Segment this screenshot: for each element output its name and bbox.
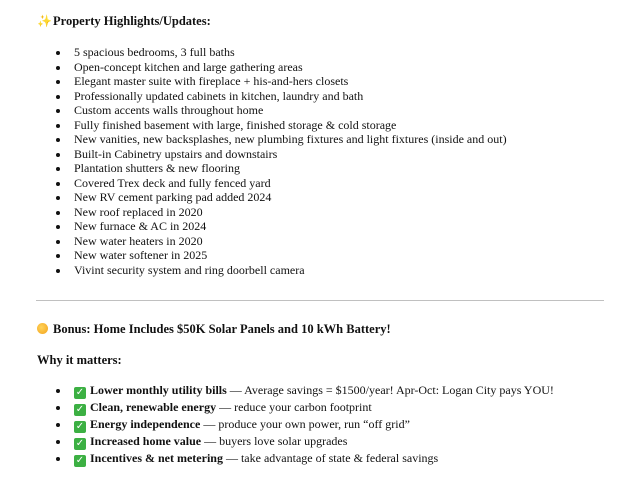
- check-mark-button-icon: ✓: [75, 455, 85, 466]
- benefit-title: Energy independence: [90, 417, 201, 431]
- list-item: Open-concept kitchen and large gathering areas: [52, 60, 507, 75]
- list-item: Elegant master suite with fireplace + his-and-hers closets: [52, 74, 507, 89]
- highlights-list: [52, 45, 507, 277]
- list-item: 5 spacious bedrooms, 3 full baths: [52, 45, 507, 60]
- why-title: Why it matters:: [37, 353, 122, 367]
- list-item: New water heaters in 2020: [52, 234, 507, 249]
- list-item: Built-in Cabinetry upstairs and downstairs: [52, 147, 507, 162]
- benefit-description: — Average savings = $1500/year! Apr-Oct: Logan City pays YOU!: [229, 383, 554, 397]
- list-item: Fully finished basement with large, finished storage & cold storage: [52, 118, 507, 133]
- bonus-title: Bonus: Home Includes $50K Solar Panels and 10 kWh Battery!: [53, 322, 391, 336]
- list-item: New vanities, new backsplashes, new plumbing fixtures and light fixtures (inside and out): [52, 132, 507, 147]
- check-mark-button-icon: ✓: [75, 404, 85, 415]
- benefits-list: [52, 382, 554, 467]
- list-item: [52, 416, 554, 433]
- list-item: New roof replaced in 2020: [52, 205, 507, 220]
- benefit-title: Clean, renewable energy: [90, 400, 217, 414]
- highlights-heading: [37, 13, 211, 29]
- list-item: Plantation shutters & new flooring: [52, 161, 507, 176]
- benefit-description: — buyers love solar upgrades: [204, 434, 348, 448]
- list-item: Custom accents walls throughout home: [52, 103, 507, 118]
- list-item: New water softener in 2025: [52, 248, 507, 263]
- section-divider: [36, 300, 604, 301]
- check-mark-button-icon: ✓: [75, 387, 85, 398]
- why-heading: [37, 352, 122, 368]
- check-mark-button-icon: ✓: [75, 438, 85, 449]
- sun-icon: [37, 323, 48, 334]
- list-item: Vivint security system and ring doorbell camera: [52, 263, 507, 278]
- benefit-title: Incentives & net metering: [90, 451, 223, 465]
- list-item: [52, 399, 554, 416]
- highlights-title: Property Highlights/Updates:: [53, 14, 211, 28]
- check-mark-button-icon: ✓: [75, 421, 85, 432]
- benefit-description: — reduce your carbon footprint: [219, 400, 372, 414]
- sparkles-icon: ✨: [37, 14, 52, 28]
- benefit-title: Lower monthly utility bills: [90, 383, 227, 397]
- benefit-description: — take advantage of state & federal savings: [225, 451, 439, 465]
- benefit-title: Increased home value: [90, 434, 202, 448]
- list-item: [52, 433, 554, 450]
- list-item: [52, 382, 554, 399]
- list-item: Covered Trex deck and fully fenced yard: [52, 176, 507, 191]
- list-item: New RV cement parking pad added 2024: [52, 190, 507, 205]
- benefit-description: — produce your own power, run “off grid”: [203, 417, 410, 431]
- list-item: Professionally updated cabinets in kitchen, laundry and bath: [52, 89, 507, 104]
- list-item: New furnace & AC in 2024: [52, 219, 507, 234]
- bonus-heading: [37, 321, 391, 337]
- list-item: [52, 450, 554, 467]
